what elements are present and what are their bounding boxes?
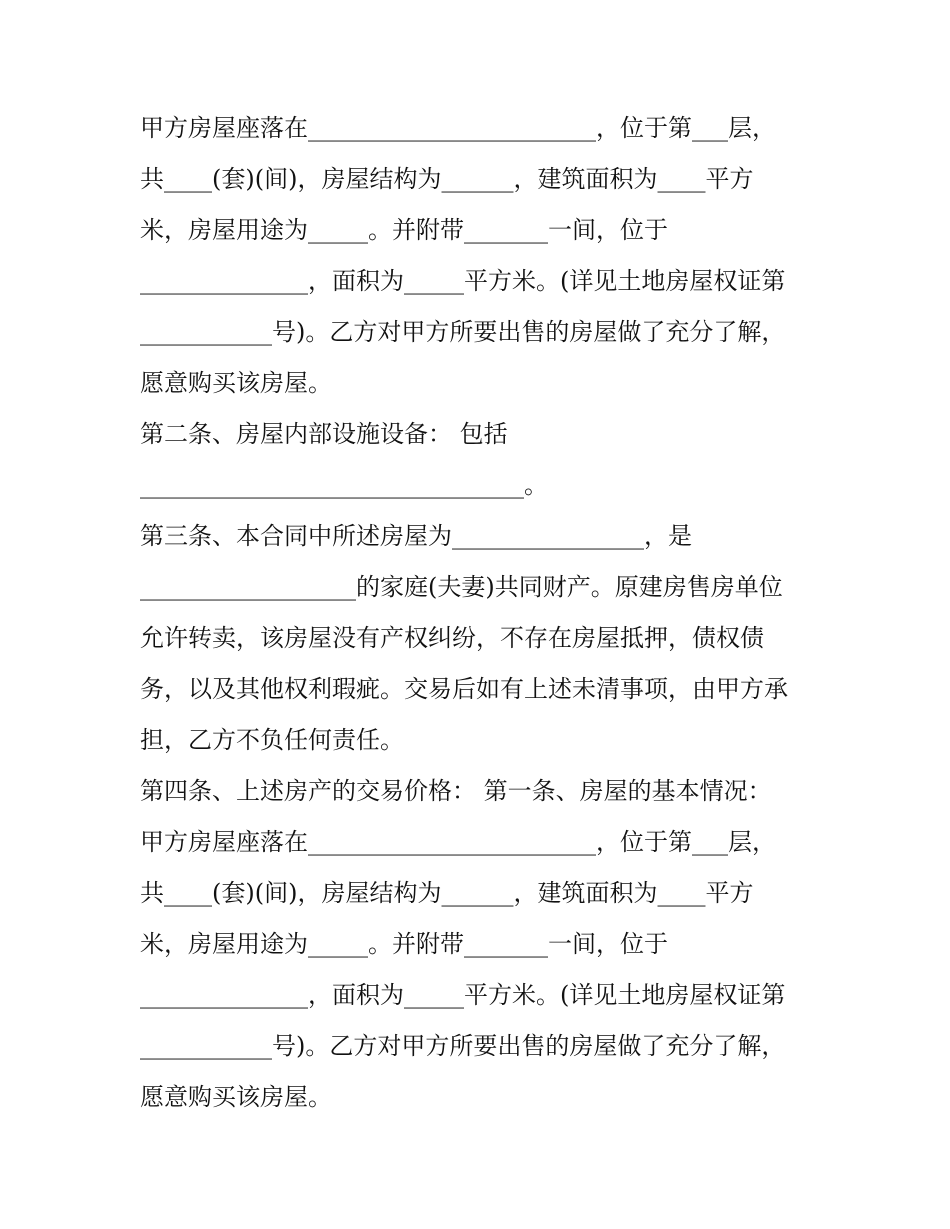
- text-line: ______________，面积为_____平方米。(详见土地房屋权证第: [140, 981, 786, 1009]
- section-heading-4: 第四条、上述房产的交易价格： 第一条、房屋的基本情况：: [140, 777, 772, 805]
- text-line: 共____(套)(间)，房屋结构为______，建筑面积为____平方: [140, 879, 754, 907]
- section-heading-3: 第三条、本合同中所述房屋为________________，是: [140, 522, 692, 550]
- text-line: 愿意购买该房屋。: [140, 369, 332, 397]
- text-line: 米，房屋用途为_____。并附带_______一间，位于: [140, 216, 668, 244]
- text-line: __________________的家庭(夫妻)共同财产。原建房售房单位: [140, 573, 783, 601]
- text-line: ___________号)。乙方对甲方所要出售的房屋做了充分了解，: [140, 318, 786, 346]
- text-line: 担，乙方不负任何责任。: [140, 726, 404, 754]
- text-line: 甲方房屋座落在________________________，位于第___层，: [140, 828, 776, 856]
- text-line: 允许转卖，该房屋没有产权纠纷，不存在房屋抵押，债权债: [140, 624, 764, 652]
- section-heading-2: 第二条、房屋内部设施设备： 包括: [140, 420, 508, 448]
- text-line: ___________号)。乙方对甲方所要出售的房屋做了充分了解，: [140, 1032, 786, 1060]
- text-line: 共____(套)(间)，房屋结构为______，建筑面积为____平方: [140, 165, 754, 193]
- text-line: 务，以及其他权利瑕疵。交易后如有上述未清事项，由甲方承: [140, 675, 788, 703]
- text-line: ________________________________。: [140, 471, 548, 499]
- text-line: ______________，面积为_____平方米。(详见土地房屋权证第: [140, 267, 786, 295]
- text-line: 米，房屋用途为_____。并附带_______一间，位于: [140, 930, 668, 958]
- text-line: 愿意购买该房屋。: [140, 1083, 332, 1111]
- text-line: 甲方房屋座落在________________________，位于第___层，: [140, 114, 776, 142]
